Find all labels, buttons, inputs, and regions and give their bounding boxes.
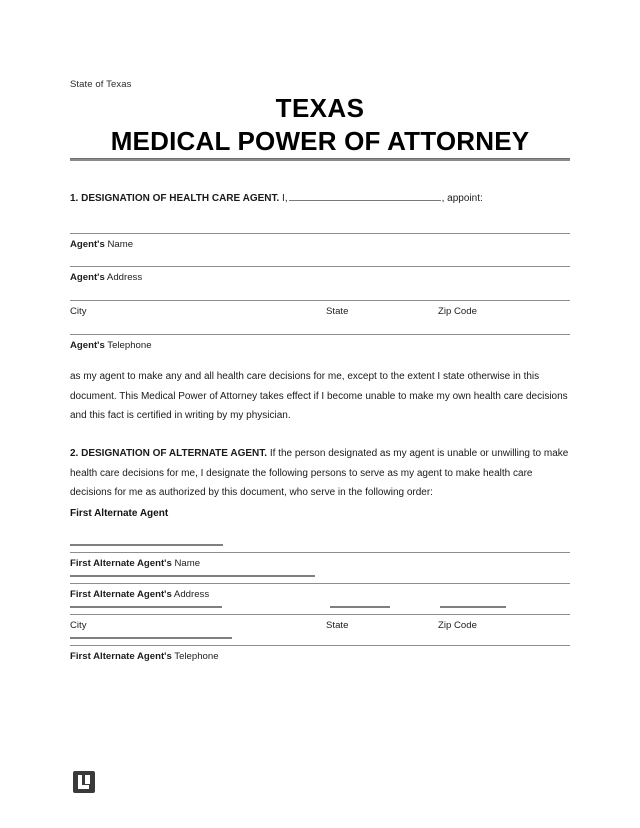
field-label-zip: Zip Code xyxy=(438,306,477,317)
field-label-rest: Telephone xyxy=(171,651,219,662)
fillin-mark-alt-telephone[interactable] xyxy=(70,637,232,639)
principal-name-blank[interactable] xyxy=(289,191,441,201)
field-rule[interactable] xyxy=(70,552,570,553)
field-rule[interactable] xyxy=(70,266,570,267)
section-2-heading xyxy=(70,444,570,503)
field-label-bold: First Alternate Agent's xyxy=(70,558,172,569)
field-label-city: City xyxy=(70,306,87,317)
field-label-bold: Agent's xyxy=(70,340,105,351)
field-label-zip: Zip Code xyxy=(438,620,477,631)
legal-templates-logo-icon xyxy=(73,771,95,793)
section-2-heading-bold: 2. DESIGNATION OF ALTERNATE AGENT. xyxy=(70,448,268,459)
field-label xyxy=(70,589,209,600)
field-label xyxy=(70,558,200,569)
field-label-rest: Address xyxy=(171,589,210,600)
field-rule[interactable] xyxy=(70,583,570,584)
fillin-mark-alt-state[interactable] xyxy=(330,606,390,608)
field-label-bold: Agent's xyxy=(70,239,105,250)
logo-stroke-horizontal xyxy=(78,785,89,789)
field-label-rest: Name xyxy=(104,239,134,250)
section-1-heading xyxy=(70,189,570,208)
fillin-mark-alt-address[interactable] xyxy=(70,575,315,577)
field-label xyxy=(70,272,142,283)
fillin-mark-alt-city[interactable] xyxy=(70,606,222,608)
fillin-mark-alt-name[interactable] xyxy=(70,544,223,546)
page-title xyxy=(70,93,570,156)
field-label xyxy=(70,239,133,250)
first-alternate-agent-subheading: First Alternate Agent xyxy=(70,508,169,519)
field-label-bold: First Alternate Agent's xyxy=(70,589,172,600)
state-line: State of Texas xyxy=(70,79,132,90)
field-label-state: State xyxy=(326,620,349,631)
fillin-mark-alt-zip[interactable] xyxy=(440,606,506,608)
logo-notch xyxy=(85,775,90,784)
field-label-rest: Address xyxy=(104,272,143,283)
field-label xyxy=(70,340,152,351)
field-label-rest: Telephone xyxy=(104,340,152,351)
field-rule[interactable] xyxy=(70,334,570,335)
section-2-heading-rest: If the person designated as my agent is unable or unwilling to make health care decisions for me, I designate the following persons to serve as my agent to make health care decisions for me as authorized by this document, who serve in the following order: xyxy=(70,448,569,498)
field-label-bold: First Alternate Agent's xyxy=(70,651,172,662)
field-rule[interactable] xyxy=(70,233,570,234)
field-rule[interactable] xyxy=(70,300,570,301)
title-line-2: MEDICAL POWER OF ATTORNEY xyxy=(110,125,530,156)
field-label xyxy=(70,651,219,662)
field-label-city: City xyxy=(70,620,87,631)
field-rule[interactable] xyxy=(70,614,570,615)
section-1-heading-bold: 1. DESIGNATION OF HEALTH CARE AGENT. xyxy=(70,193,280,204)
field-rule[interactable] xyxy=(70,645,570,646)
section-1-heading-lead: I, xyxy=(279,193,288,204)
title-divider xyxy=(70,158,570,161)
section-1-heading-tail: , appoint: xyxy=(441,193,483,204)
section-1-paragraph: as my agent to make any and all health care decisions for me, except to the extent I state otherwise in this document. This Medical Power of Attorney takes effect if I become unable to make my own health care decisions and this fact is certified in writing by my physician. xyxy=(70,371,568,421)
field-label-state: State xyxy=(326,306,349,317)
field-label-rest: Name xyxy=(171,558,201,569)
title-line-1: TEXAS xyxy=(275,93,365,123)
field-label-bold: Agent's xyxy=(70,272,105,283)
